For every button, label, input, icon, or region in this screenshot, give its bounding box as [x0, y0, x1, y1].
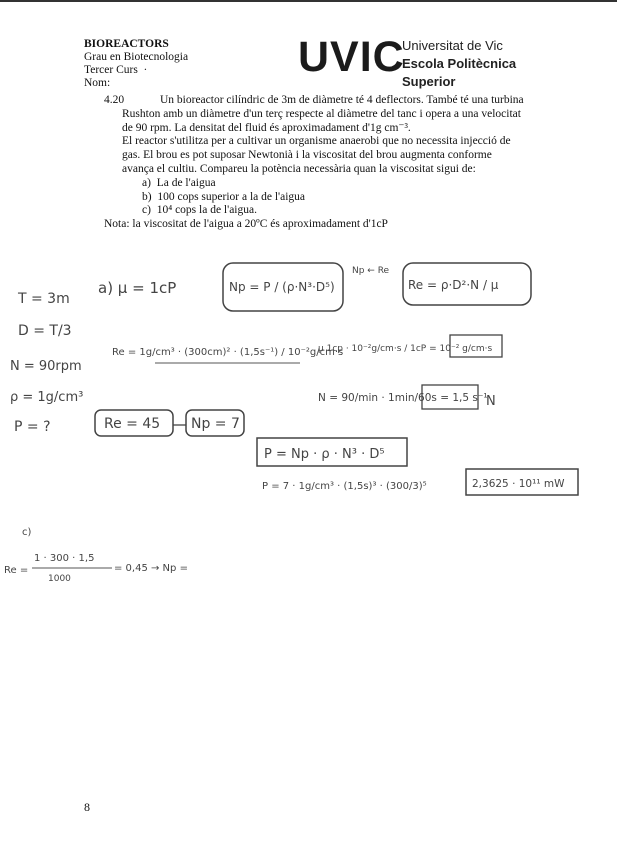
bottom-result: = 0,45 → Np =	[114, 563, 188, 574]
logo-university: Universitat de Vic	[402, 38, 503, 53]
problem-paragraph-2: El reactor s'utilitza per a cultivar un organisme anaerobi que no necessita injecció de gas. El brou es pot suposar Newtonià i la viscositat del brou augmenta conforme avança el cultiu. Compareu la potència necessària quan la viscositat sigui de:	[122, 135, 511, 175]
bottom-numerator: 1 · 300 · 1,5	[34, 553, 95, 564]
re-formula: Re = ρ·D²·N / μ	[408, 278, 499, 292]
given-d: D = T/3	[18, 323, 72, 339]
problem-number: 4.20	[104, 94, 125, 106]
option-c	[142, 204, 524, 218]
option-list	[122, 177, 524, 218]
problem-paragraph-1: Un bioreactor cilíndric de 3m de diàmetre té 4 deflectors. També té una turbina Rushton amb un diàmetre d'un terç respecte al diàmetre del tanc i opera a una velocitat de 90 rpm. La densitat del fluid és aproximadament d'1g cm⁻³.	[122, 94, 524, 134]
given-p: P = ?	[14, 419, 51, 435]
bottom-re-lhs: Re =	[4, 565, 29, 576]
uvic-mark: UVIC	[298, 33, 405, 81]
power-calculation: P = 7 · 1g/cm³ · (1,5s)³ · (300/3)⁵	[262, 481, 427, 492]
year-text: Tercer Curs	[84, 64, 138, 76]
page-top-rule	[0, 0, 617, 2]
option-b	[142, 191, 524, 205]
problem-statement	[104, 94, 524, 232]
given-n: N = 90rpm	[10, 359, 82, 374]
mu-conversion: μ 1cp · 10⁻²g/cm·s / 1cP = 10⁻² g/cm·s	[318, 344, 493, 354]
option-text: 10⁴ cops la de l'aigua.	[156, 204, 257, 217]
option-text: 100 cops superior a la de l'aigua	[157, 190, 306, 203]
year-mark: ·	[143, 64, 148, 76]
re-calculation: Re = 1g/cm³ · (300cm)² · (1,5s⁻¹) / 10⁻²g/cm·s	[112, 347, 344, 358]
handwritten-solution	[0, 255, 617, 595]
given-rho: ρ = 1g/cm³	[10, 390, 84, 405]
re-result: Re = 45	[104, 416, 161, 432]
option-label: a)	[142, 176, 151, 189]
option-label: c)	[142, 204, 151, 217]
problem-note: Nota: la viscositat de l'aigua a 20ºC és aproximadament d'1cP	[104, 218, 388, 231]
logo-school: Escola Politècnica	[402, 56, 517, 71]
year-line	[84, 64, 188, 77]
option-label: b)	[142, 190, 152, 203]
power-formula: P = Np · ρ · N³ · D⁵	[264, 447, 385, 462]
n-symbol: N	[486, 394, 496, 409]
part-c-marker: c)	[22, 527, 32, 538]
bottom-denominator: 1000	[48, 574, 71, 584]
np-result: Np = 7	[191, 416, 240, 432]
option-a	[142, 177, 524, 191]
course-header	[84, 38, 188, 90]
logo-school-2: Superior	[402, 74, 456, 89]
given-t: T = 3m	[18, 291, 70, 307]
np-formula: Np = P / (ρ·N³·D⁵)	[229, 280, 335, 294]
degree-line: Grau en Biotecnologia	[84, 51, 189, 63]
part-a-label: a) μ = 1cP	[98, 279, 177, 297]
n-conversion: N = 90/min · 1min/60s = 1,5 s⁻¹	[318, 392, 488, 404]
course-title: BIOREACTORS	[84, 38, 169, 50]
power-result: 2,3625 · 10¹¹ mW	[472, 478, 565, 490]
np-re-note: Np ← Re	[352, 266, 390, 276]
name-label: Nom:	[84, 77, 111, 89]
option-text: La de l'aigua	[156, 176, 216, 189]
page-number: 8	[84, 800, 90, 814]
